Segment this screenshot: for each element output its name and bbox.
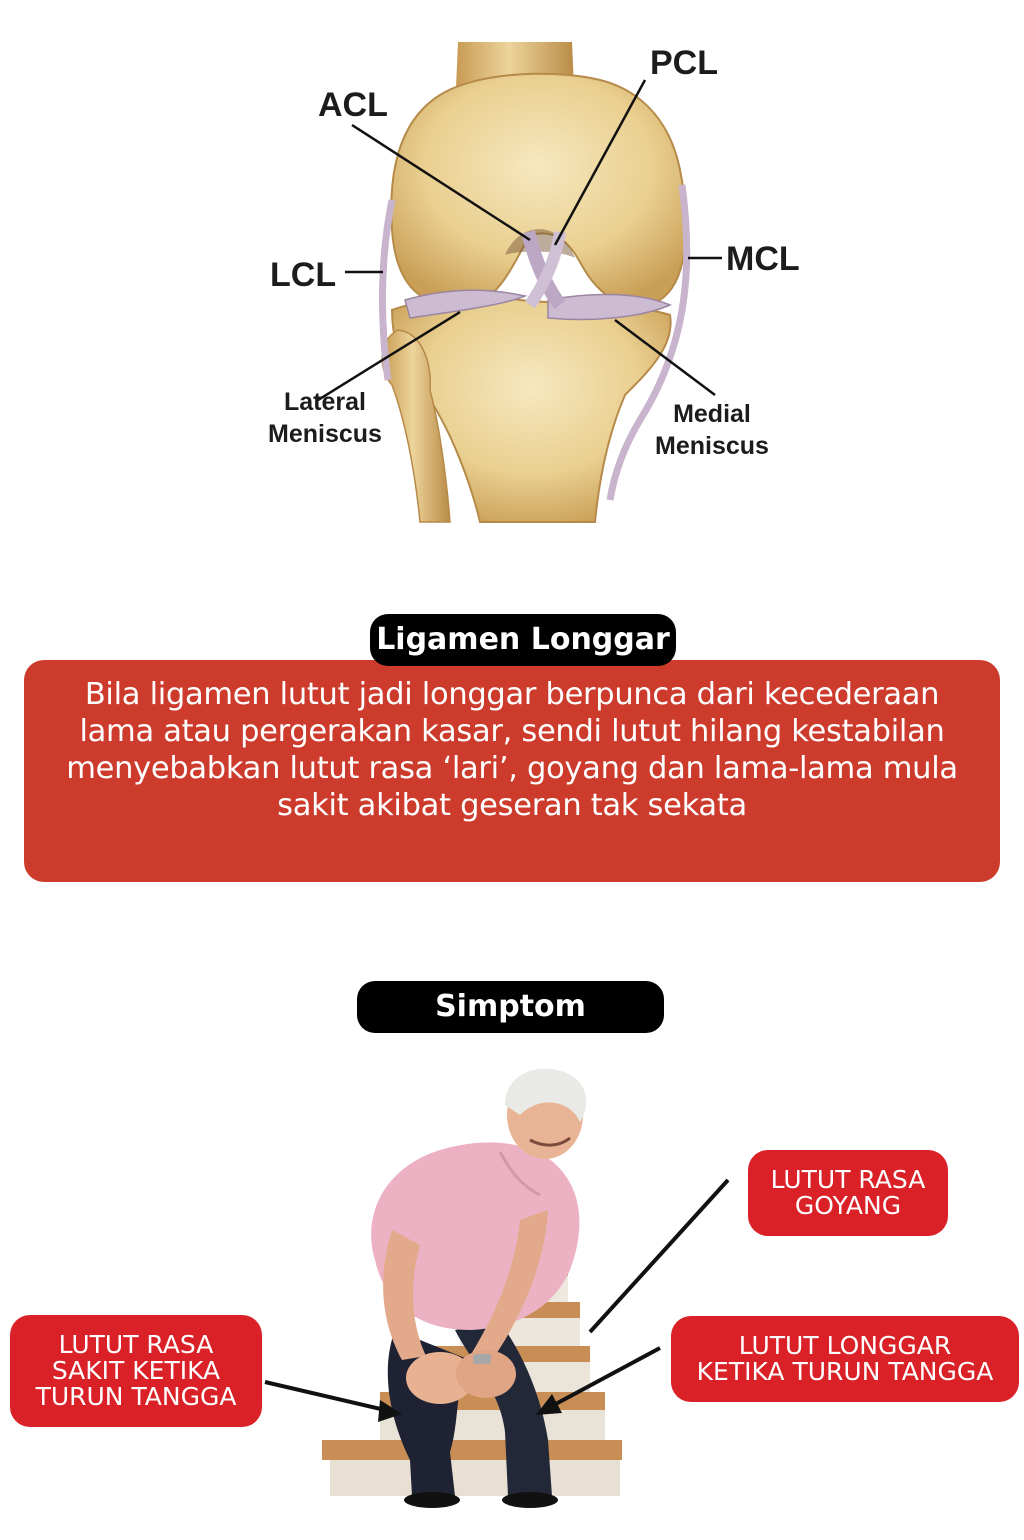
- symptom-illustration: [0, 1060, 1024, 1536]
- medial-meniscus-label: Medial Meniscus: [655, 400, 769, 460]
- lcl-label: LCL: [270, 256, 337, 294]
- knee-joint-illustration: [0, 0, 1024, 540]
- callout-lutut-longgar: LUTUT LONGGAR KETIKA TURUN TANGGA: [671, 1316, 1019, 1402]
- section-title-ligamen-longgar: Ligamen Longgar: [370, 614, 676, 666]
- acl-label: ACL: [318, 86, 388, 124]
- symptom-scene: [0, 1060, 1024, 1536]
- knee-anatomy-diagram: [0, 0, 1024, 540]
- mcl-label: MCL: [726, 240, 800, 278]
- section-title-simptom: Simptom: [357, 981, 664, 1033]
- description-box: [24, 660, 1000, 882]
- lateral-meniscus-label: Lateral Meniscus: [268, 388, 382, 448]
- callout-lutut-sakit: LUTUT RASA SAKIT KETIKA TURUN TANGGA: [10, 1315, 262, 1427]
- pcl-label: PCL: [650, 44, 718, 82]
- callout-lutut-rasa-goyang: LUTUT RASA GOYANG: [748, 1150, 948, 1236]
- description-text: Bila ligamen lutut jadi longgar berpunca dari kecederaan lama atau pergerakan kasar, sendi lutut hilang kestabilan menyebabkan lutut rasa ‘lari’, goyang dan lama-lama mula sakit akibat geseran tak sekata: [66, 677, 958, 823]
